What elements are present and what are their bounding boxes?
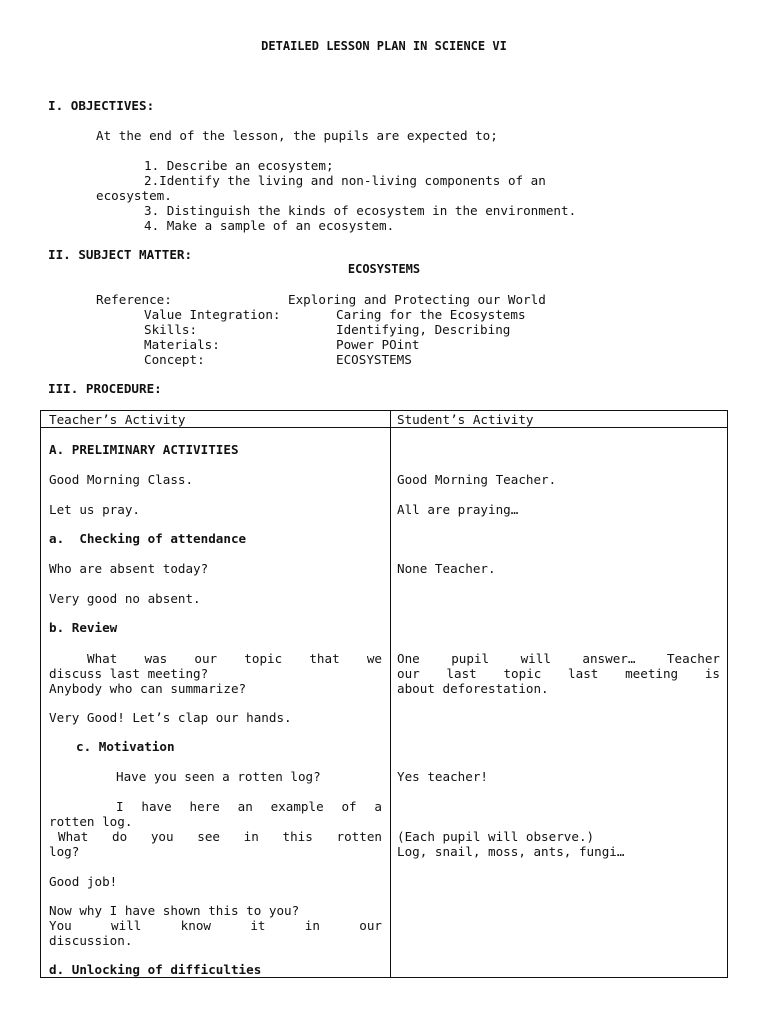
student-answer-line: One pupil will answer… Teacher bbox=[397, 651, 720, 666]
teacher-example-line: rotten log. bbox=[49, 814, 133, 829]
student-yes: Yes teacher! bbox=[397, 769, 488, 784]
student-greeting: Good Morning Teacher. bbox=[397, 472, 557, 487]
skills-value: Identifying, Describing bbox=[336, 322, 511, 337]
teacher-why-line: discussion. bbox=[49, 933, 133, 948]
student-observed-list: Log, snail, moss, ants, fungi… bbox=[397, 844, 625, 859]
teacher-see-question-line: log? bbox=[49, 844, 80, 859]
objective-item-continuation: ecosystem. bbox=[96, 188, 172, 203]
concept-value: ECOSYSTEMS bbox=[336, 352, 412, 367]
unlocking-difficulties-heading: d. Unlocking of difficulties bbox=[49, 962, 262, 977]
attendance-heading: a. Checking of attendance bbox=[49, 531, 247, 546]
teacher-example-line: I have here an example of a bbox=[116, 799, 382, 814]
objective-item: 4. Make a sample of an ecosystem. bbox=[144, 218, 395, 233]
value-integration-label: Value Integration: bbox=[144, 307, 281, 322]
teacher-very-good: Very good no absent. bbox=[49, 591, 201, 606]
student-observe: (Each pupil will observe.) bbox=[397, 829, 595, 844]
teacher-column-header: Teacher’s Activity bbox=[49, 412, 186, 427]
motivation-heading: c. Motivation bbox=[76, 739, 175, 754]
student-none-absent: None Teacher. bbox=[397, 561, 496, 576]
student-answer-line: about deforestation. bbox=[397, 681, 549, 696]
reference-value: Exploring and Protecting our World bbox=[288, 292, 546, 307]
student-column-header: Student’s Activity bbox=[397, 412, 534, 427]
table-column-divider bbox=[390, 411, 391, 977]
preliminary-activities-heading: A. PRELIMINARY ACTIVITIES bbox=[49, 442, 239, 457]
concept-label: Concept: bbox=[144, 352, 205, 367]
procedure-table bbox=[40, 410, 728, 978]
objective-item: 1. Describe an ecosystem; bbox=[144, 158, 334, 173]
teacher-clap: Very Good! Let’s clap our hands. bbox=[49, 710, 292, 725]
review-summarize-question: Anybody who can summarize? bbox=[49, 681, 247, 696]
teacher-pray: Let us pray. bbox=[49, 502, 140, 517]
teacher-greeting: Good Morning Class. bbox=[49, 472, 194, 487]
table-header-divider bbox=[41, 427, 727, 428]
document-title: DETAILED LESSON PLAN IN SCIENCE VI bbox=[261, 39, 507, 53]
objective-item: 2.Identify the living and non-living components of an bbox=[144, 173, 546, 188]
review-question-line: discuss last meeting? bbox=[49, 666, 209, 681]
teacher-why-line: Now why I have shown this to you? bbox=[49, 903, 300, 918]
objectives-intro: At the end of the lesson, the pupils are expected to; bbox=[96, 128, 498, 143]
objectives-heading: I. OBJECTIVES: bbox=[48, 98, 155, 113]
objective-item: 3. Distinguish the kinds of ecosystem in the environment. bbox=[144, 203, 577, 218]
teacher-good-job: Good job! bbox=[49, 874, 118, 889]
procedure-heading: III. PROCEDURE: bbox=[48, 381, 162, 396]
skills-label: Skills: bbox=[144, 322, 198, 337]
materials-value: Power POint bbox=[336, 337, 420, 352]
subject-topic: ECOSYSTEMS bbox=[347, 262, 421, 276]
student-answer-line: our last topic last meeting is bbox=[397, 666, 720, 681]
review-heading: b. Review bbox=[49, 620, 118, 635]
teacher-why-line: You will know it in our bbox=[49, 918, 382, 933]
teacher-absent-question: Who are absent today? bbox=[49, 561, 209, 576]
teacher-see-question-line: What do you see in this rotten bbox=[58, 829, 382, 844]
review-question-line: What was our topic that we bbox=[87, 651, 382, 666]
materials-label: Materials: bbox=[144, 337, 220, 352]
value-integration-value: Caring for the Ecosystems bbox=[336, 307, 526, 322]
subject-matter-heading: II. SUBJECT MATTER: bbox=[48, 247, 193, 262]
student-praying: All are praying… bbox=[397, 502, 519, 517]
teacher-rotten-log-question: Have you seen a rotten log? bbox=[116, 769, 321, 784]
reference-label: Reference: bbox=[96, 292, 172, 307]
